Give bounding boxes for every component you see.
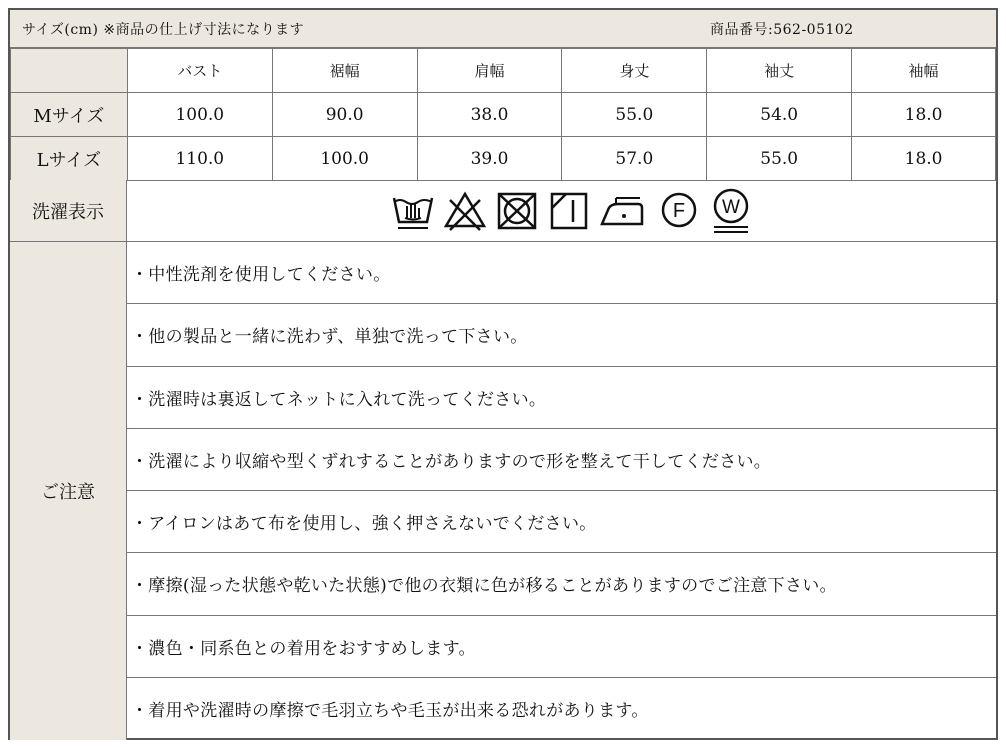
note-item: ・着用や洗濯時の摩擦で毛羽立ちや毛玉が出来る恐れがあります。 [131, 701, 649, 722]
col-header-bust: バスト [127, 49, 272, 93]
notes-list [127, 242, 996, 740]
note-item: ・アイロンはあて布を使用し、強く押さえないでください。 [127, 491, 996, 553]
care-symbols-row [10, 180, 996, 242]
cell-l-bust: 110.0 [127, 137, 272, 181]
col-header-shoulder-width: 肩幅 [417, 49, 562, 93]
note-item: ・中性洗剤を使用してください。 [127, 242, 996, 304]
notes-label: ご注意 [10, 242, 127, 740]
care-icons [390, 186, 754, 236]
col-header-hem-width: 裾幅 [272, 49, 417, 93]
cell-m-shoulder-width: 38.0 [417, 93, 562, 137]
dry-clean-letter: F [672, 200, 686, 222]
row-label-l: Lサイズ [11, 137, 128, 181]
row-label-m: Mサイズ [11, 93, 128, 137]
care-label: 洗濯表示 [10, 180, 127, 241]
no-bleach-icon [442, 188, 488, 234]
size-care-sheet [8, 8, 998, 740]
wet-clean-w-icon [708, 186, 754, 236]
size-row-l [11, 137, 996, 181]
note-item: ・摩擦(湿った状態や乾いた状態)で他の衣類に色が移ることがありますのでご注意下さい。 [127, 553, 996, 615]
size-title: サイズ(cm) ※商品の仕上げ寸法になります [22, 22, 305, 38]
note-item: ・濃色・同系色との着用をおすすめします。 [127, 616, 996, 678]
size-table-header-row [11, 49, 996, 93]
note-item: ・洗濯により収縮や型くずれすることがありますので形を整えて干してください。 [127, 429, 996, 491]
col-header-sleeve-width: 袖幅 [852, 49, 996, 93]
hand-wash-icon [390, 188, 436, 234]
size-row-m [11, 93, 996, 137]
cell-m-hem-width: 90.0 [272, 93, 417, 137]
cell-m-length: 55.0 [562, 93, 707, 137]
wet-clean-letter: W [722, 197, 740, 218]
col-header-sleeve-length: 袖丈 [707, 49, 852, 93]
product-code: 商品番号:562-05102 [710, 22, 854, 38]
cell-m-sleeve-width: 18.0 [852, 93, 996, 137]
cell-m-sleeve-length: 54.0 [707, 93, 852, 137]
note-item: ・洗濯時は裏返してネットに入れて洗ってください。 [127, 367, 996, 429]
title-bar [10, 10, 996, 48]
dry-clean-f-icon [656, 188, 702, 234]
col-header-length: 身丈 [562, 49, 707, 93]
cell-l-sleeve-width: 18.0 [852, 137, 996, 181]
drip-dry-shade-icon [546, 188, 592, 234]
cell-l-length: 57.0 [562, 137, 707, 181]
corner-cell [11, 49, 128, 93]
size-table [10, 48, 996, 181]
note-item: ・他の製品と一緒に洗わず、単独で洗って下さい。 [127, 304, 996, 366]
cell-l-sleeve-length: 55.0 [707, 137, 852, 181]
no-tumble-dry-icon [494, 188, 540, 234]
cell-m-bust: 100.0 [127, 93, 272, 137]
iron-low-icon [598, 188, 650, 234]
cell-l-shoulder-width: 39.0 [417, 137, 562, 181]
cell-l-hem-width: 100.0 [272, 137, 417, 181]
